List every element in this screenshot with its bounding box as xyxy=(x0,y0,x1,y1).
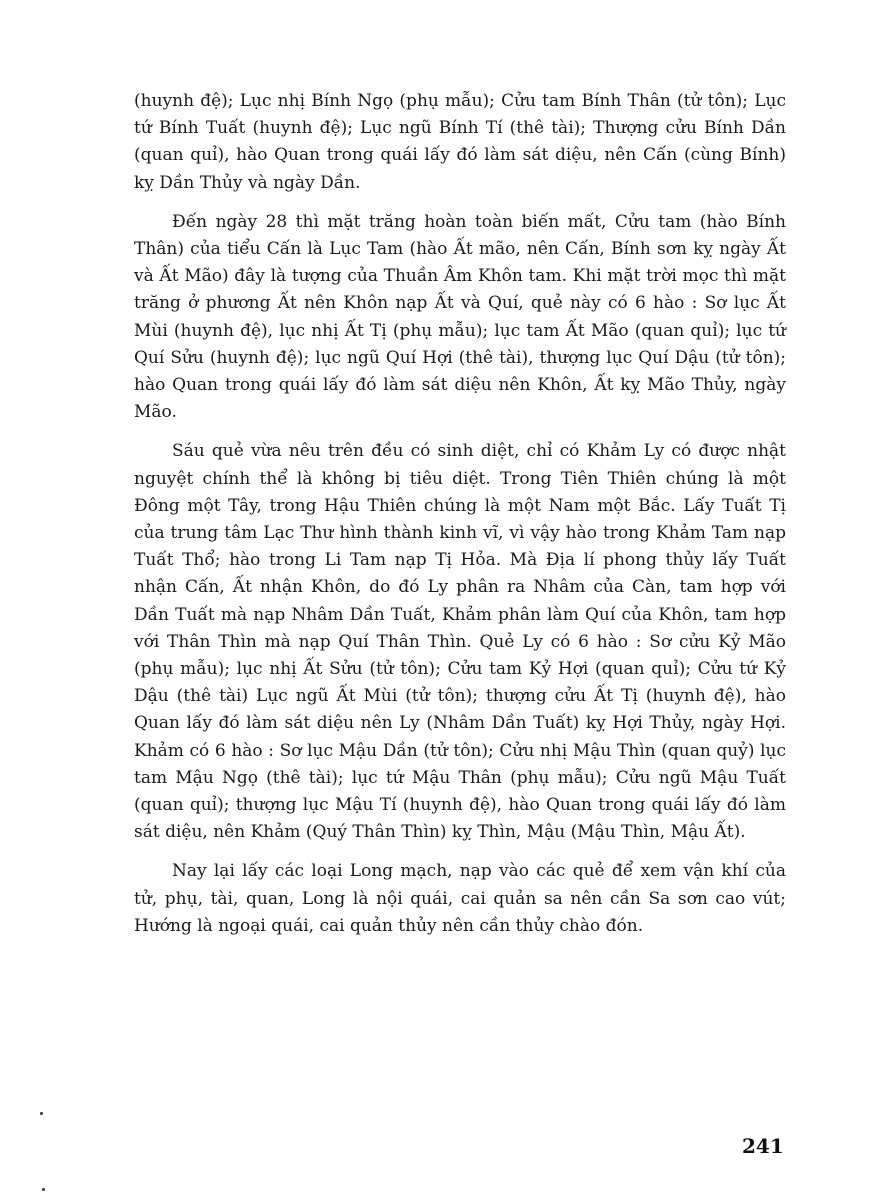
page-number: 241 xyxy=(742,1134,784,1158)
paragraph-continued: (huynh đệ); Lục nhị Bính Ngọ (phụ mẫu); Cửu tam Bính Thân (tử tôn); Lục tứ Bính Tuất (huynh đệ); Lục ngũ Bính Tí (thê tài); Thượng cửu Bính Dần (quan quỉ), hào Quan trong quái lấy đó làm sát diệu, nên Cấn (cùng Bính) kỵ Dần Thủy và ngày Dần. xyxy=(134,91,786,193)
paragraph: Nay lại lấy các loại Long mạch, nạp vào các quẻ để xem vận khí của tử, phụ, tài, quan, Long là nội quái, cai quản sa nên cần Sa sơn cao vút; Hướng là ngoại quái, cai quản thủy nên cần thủy chào đón. xyxy=(134,861,786,936)
paragraph: Đến ngày 28 thì mặt trăng hoàn toàn biến mất, Cửu tam (hào Bính Thân) của tiểu Cấn là Lục Tam (hào Ất mão, nên Cấn, Bính sơn kỵ ngày Ất và Ất Mão) đây là tượng của Thuần Âm Khôn tam. Khi mặt trời mọc thì mặt trăng ở phương Ất nên Khôn nạp Ất và Quí, quẻ này có 6 hào : Sơ lục Ất Mùi (huynh đệ), lục nhị Ất Tị (phụ mẫu); lục tam Ất Mão (quan quỉ); lục tứ Quí Sửu (huynh đệ); lục ngũ Quí Hợi (thê tài), thượng lục Quí Dậu (tử tôn); hào Quan trong quái lấy đó làm sát diệu nên Khôn, Ất kỵ Mão Thủy, ngày Mão. xyxy=(134,211,786,423)
body-text xyxy=(134,88,786,952)
scan-speck xyxy=(40,1112,43,1115)
scan-speck xyxy=(42,1188,45,1191)
paragraph: Sáu quẻ vừa nêu trên đều có sinh diệt, chỉ có Khảm Ly có được nhật nguyệt chính thể là không bị tiêu diệt. Trong Tiên Thiên chúng là một Đông một Tây, trong Hậu Thiên chúng là một Nam một Bắc. Lấy Tuất Tị của trung tâm Lạc Thư hình thành kinh vĩ, vì vậy hào trong Khảm Tam nạp Tuất Thổ; hào trong Li Tam nạp Tị Hỏa. Mà Địa lí phong thủy lấy Tuất nhận Cấn, Ất nhận Khôn, do đó Ly phân ra Nhâm của Càn, tam hợp với Dần Tuất mà nạp Nhâm Dần Tuất, Khảm phân làm Quí của Khôn, tam hợp với Thân Thìn mà nạp Quí Thân Thìn. Quẻ Ly có 6 hào : Sơ cửu Kỷ Mão (phụ mẫu); lục nhị Ất Sửu (tử tôn); Cửu tam Kỷ Hợi (quan quỉ); Cửu tứ Kỷ Dậu (thê tài) Lục ngũ Ất Mùi (tử tôn); thượng cửu Ất Tị (huynh đệ), hào Quan lấy đó làm sát diệu nên Ly (Nhâm Dần Tuất) kỵ Hợi Thủy, ngày Hợi. Khảm có 6 hào : Sơ lục Mậu Dần (tử tôn); Cửu nhị Mậu Thìn (quan quỷ) lục tam Mậu Ngọ (thê tài); lục tứ Mậu Thân (phụ mẫu); Cửu ngũ Mậu Tuất (quan quỉ); thượng lục Mậu Tí (huynh đệ), hào Quan trong quái lấy đó làm sát diệu, nên Khảm (Quý Thân Thìn) kỵ Thìn, Mậu (Mậu Thìn, Mậu Ất). xyxy=(134,441,786,843)
